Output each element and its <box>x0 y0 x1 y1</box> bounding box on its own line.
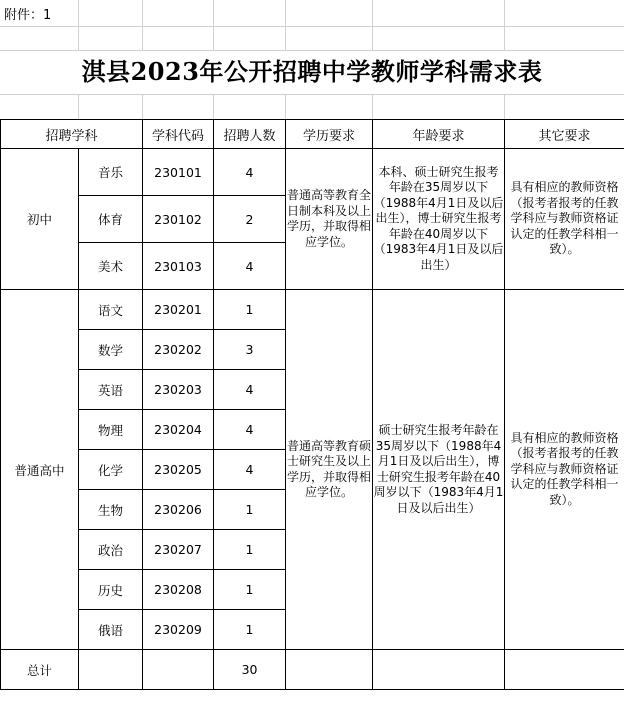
count-cell: 1 <box>214 490 286 530</box>
age-cell-senior: 硕士研究生报考年龄在35周岁以下（1988年4月1日及以后出生），博士研究生报考年龄在40周岁以下（1983年4月1日及以后出生） <box>373 290 505 650</box>
count-cell: 1 <box>214 610 286 650</box>
empty-cell <box>79 650 143 690</box>
code-cell: 230208 <box>143 570 214 610</box>
other-cell-junior: 具有相应的教师资格（报考者报考的任教学科应与教师资格证认定的任教学科相一致）。 <box>505 149 624 290</box>
code-cell: 230202 <box>143 330 214 370</box>
header-code: 学科代码 <box>143 120 214 149</box>
subject-cell: 历史 <box>79 570 143 610</box>
subject-cell: 生物 <box>79 490 143 530</box>
count-cell: 3 <box>214 330 286 370</box>
count-cell: 4 <box>214 149 286 196</box>
subject-cell: 美术 <box>79 243 143 290</box>
subject-cell: 物理 <box>79 410 143 450</box>
subject-cell: 数学 <box>79 330 143 370</box>
total-label: 总计 <box>1 650 79 690</box>
other-cell-senior: 具有相应的教师资格（报考者报考的任教学科应与教师资格证认定的任教学科相一致）。 <box>505 290 624 650</box>
level-cell-junior: 初中 <box>1 149 79 290</box>
code-cell: 230204 <box>143 410 214 450</box>
document-title: 淇县2023年公开招聘中学教师学科需求表 <box>81 57 543 86</box>
count-cell: 4 <box>214 410 286 450</box>
total-count: 30 <box>214 650 286 690</box>
grid-vline <box>372 0 373 50</box>
code-cell: 230205 <box>143 450 214 490</box>
code-cell: 230102 <box>143 196 214 243</box>
subject-cell: 政治 <box>79 530 143 570</box>
header-subject: 招聘学科 <box>1 120 143 149</box>
attachment-label: 附件：1 <box>4 8 52 23</box>
code-cell: 230101 <box>143 149 214 196</box>
grid-vline <box>213 0 214 50</box>
code-cell: 230207 <box>143 530 214 570</box>
code-cell: 230201 <box>143 290 214 330</box>
grid-vline <box>372 94 373 119</box>
code-cell: 230209 <box>143 610 214 650</box>
grid-vline <box>504 0 505 50</box>
code-cell: 230103 <box>143 243 214 290</box>
count-cell: 4 <box>214 370 286 410</box>
age-cell-junior: 本科、硕士研究生报考年龄在35周岁以下（1988年4月1日及以后出生），博士研究生报考年龄在40周岁以下（1983年4月1日及以后出生） <box>373 149 505 290</box>
count-cell: 4 <box>214 450 286 490</box>
header-count: 招聘人数 <box>214 120 286 149</box>
subject-cell: 英语 <box>79 370 143 410</box>
empty-cell <box>373 650 505 690</box>
count-cell: 1 <box>214 290 286 330</box>
grid-vline <box>142 0 143 50</box>
subject-cell: 俄语 <box>79 610 143 650</box>
grid-vline <box>504 94 505 119</box>
grid-vline <box>213 94 214 119</box>
subject-cell: 化学 <box>79 450 143 490</box>
subject-cell: 体育 <box>79 196 143 243</box>
grid-vline <box>142 94 143 119</box>
header-education: 学历要求 <box>286 120 373 149</box>
grid-hline <box>0 94 624 95</box>
code-cell: 230206 <box>143 490 214 530</box>
total-row <box>1 650 624 690</box>
grid-vline <box>78 94 79 119</box>
education-cell-junior: 普通高等教育全日制本科及以上学历，并取得相应学位。 <box>286 149 373 290</box>
count-cell: 1 <box>214 570 286 610</box>
grid-vline <box>285 0 286 50</box>
grid-vline <box>285 94 286 119</box>
empty-cell <box>286 650 373 690</box>
count-cell: 1 <box>214 530 286 570</box>
table-row <box>1 149 624 196</box>
table-row <box>1 290 624 330</box>
empty-cell <box>505 650 624 690</box>
count-cell: 2 <box>214 196 286 243</box>
count-cell: 4 <box>214 243 286 290</box>
level-cell-senior: 普通高中 <box>1 290 79 650</box>
education-cell-senior: 普通高等教育硕士研究生及以上学历，并取得相应学位。 <box>286 290 373 650</box>
grid-hline <box>0 26 624 27</box>
table-header-row <box>1 120 624 149</box>
empty-cell <box>143 650 214 690</box>
header-other: 其它要求 <box>505 120 624 149</box>
header-age: 年龄要求 <box>373 120 505 149</box>
code-cell: 230203 <box>143 370 214 410</box>
recruitment-table <box>0 119 624 690</box>
subject-cell: 语文 <box>79 290 143 330</box>
grid-vline <box>78 0 79 50</box>
grid-hline <box>0 50 624 51</box>
subject-cell: 音乐 <box>79 149 143 196</box>
